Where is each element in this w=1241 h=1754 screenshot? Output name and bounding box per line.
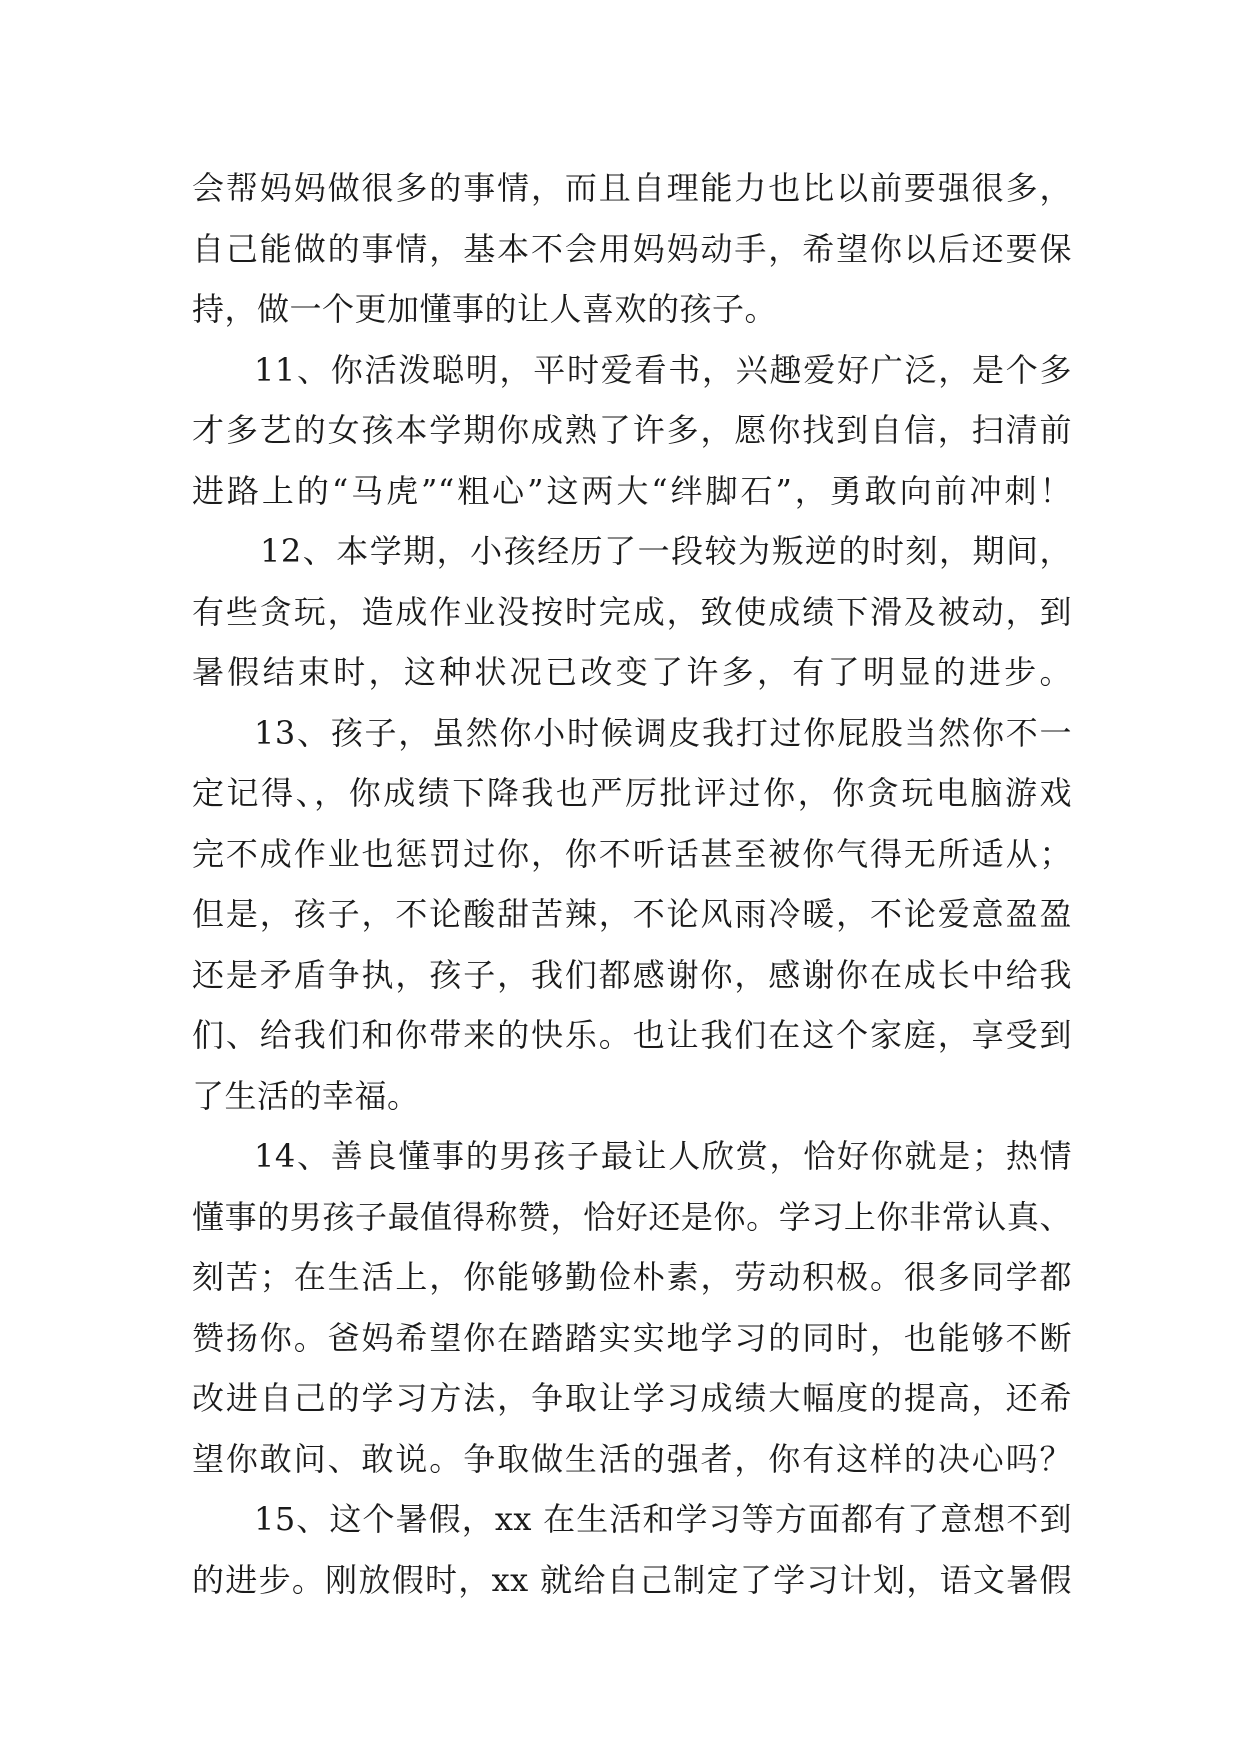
text-line: 11、你活泼聪明，平时爱看书，兴趣爱好广泛，是个多 xyxy=(254,350,1072,389)
text-line: 持，做一个更加懂事的让人喜欢的孩子。 xyxy=(192,290,778,328)
text-line: 会帮妈妈做很多的事情，而且自理能力也比以前要强很多， xyxy=(192,169,1072,207)
text-line: 改进自己的学习方法，争取让学习成绩大幅度的提高，还希 xyxy=(192,1379,1072,1417)
text-line: 但是，孩子，不论酸甜苦辣，不论风雨冷暖，不论爱意盈盈 xyxy=(192,895,1072,933)
document-body xyxy=(192,158,1072,1610)
paragraph-15 xyxy=(192,1489,1072,1610)
text-line: 自己能做的事情，基本不会用妈妈动手，希望你以后还要保 xyxy=(192,229,1072,268)
text-line: 还是矛盾争执，孩子，我们都感谢你，感谢你在成长中给我 xyxy=(192,955,1072,994)
paragraph-14 xyxy=(192,1126,1072,1489)
text-line: 们、给我们和你带来的快乐。也让我们在这个家庭，享受到 xyxy=(192,1016,1072,1054)
text-line: 有些贪玩，造成作业没按时完成，致使成绩下滑及被动，到 xyxy=(192,592,1072,631)
text-line: 懂事的男孩子最值得称赞，恰好还是你。学习上你非常认真、 xyxy=(192,1197,1072,1236)
text-line: 进路上的“马虎”“粗心”这两大“绊脚石”，勇敢向前冲刺！ xyxy=(192,471,1072,510)
text-line: 定记得、，你成绩下降我也严厉批评过你，你贪玩电脑游戏 xyxy=(192,774,1072,812)
text-line: 14、善良懂事的男孩子最让人欣赏，恰好你就是；热情 xyxy=(254,1137,1072,1175)
text-line: 完不成作业也惩罚过你，你不听话甚至被你气得无所适从； xyxy=(192,834,1072,873)
text-line: 望你敢问、敢说。争取做生活的强者，你有这样的决心吗？ xyxy=(192,1439,1072,1478)
text-line: 了生活的幸福。 xyxy=(192,1076,420,1115)
paragraph-continued xyxy=(192,158,1072,340)
text-line: 赞扬你。爸妈希望你在踏踏实实地学习的同时，也能够不断 xyxy=(192,1318,1072,1357)
text-line: 的进步。刚放假时，xx 就给自己制定了学习计划，语文暑假 xyxy=(192,1560,1072,1599)
paragraph-11 xyxy=(192,340,1072,522)
text-line: 12、本学期，小孩经历了一段较为叛逆的时刻，期间， xyxy=(260,532,1072,570)
paragraph-13 xyxy=(192,703,1072,1127)
text-line: 才多艺的女孩本学期你成熟了许多，愿你找到自信，扫清前 xyxy=(192,411,1072,449)
text-line: 15、这个暑假，xx 在生活和学习等方面都有了意想不到 xyxy=(254,1500,1072,1538)
paragraph-12 xyxy=(192,521,1072,703)
text-line: 13、孩子，虽然你小时候调皮我打过你屁股当然你不一 xyxy=(254,713,1072,752)
text-line: 刻苦；在生活上，你能够勤俭朴素，劳动积极。很多同学都 xyxy=(192,1258,1072,1296)
text-line: 暑假结束时，这种状况已改变了许多，有了明显的进步。 xyxy=(192,653,1072,691)
